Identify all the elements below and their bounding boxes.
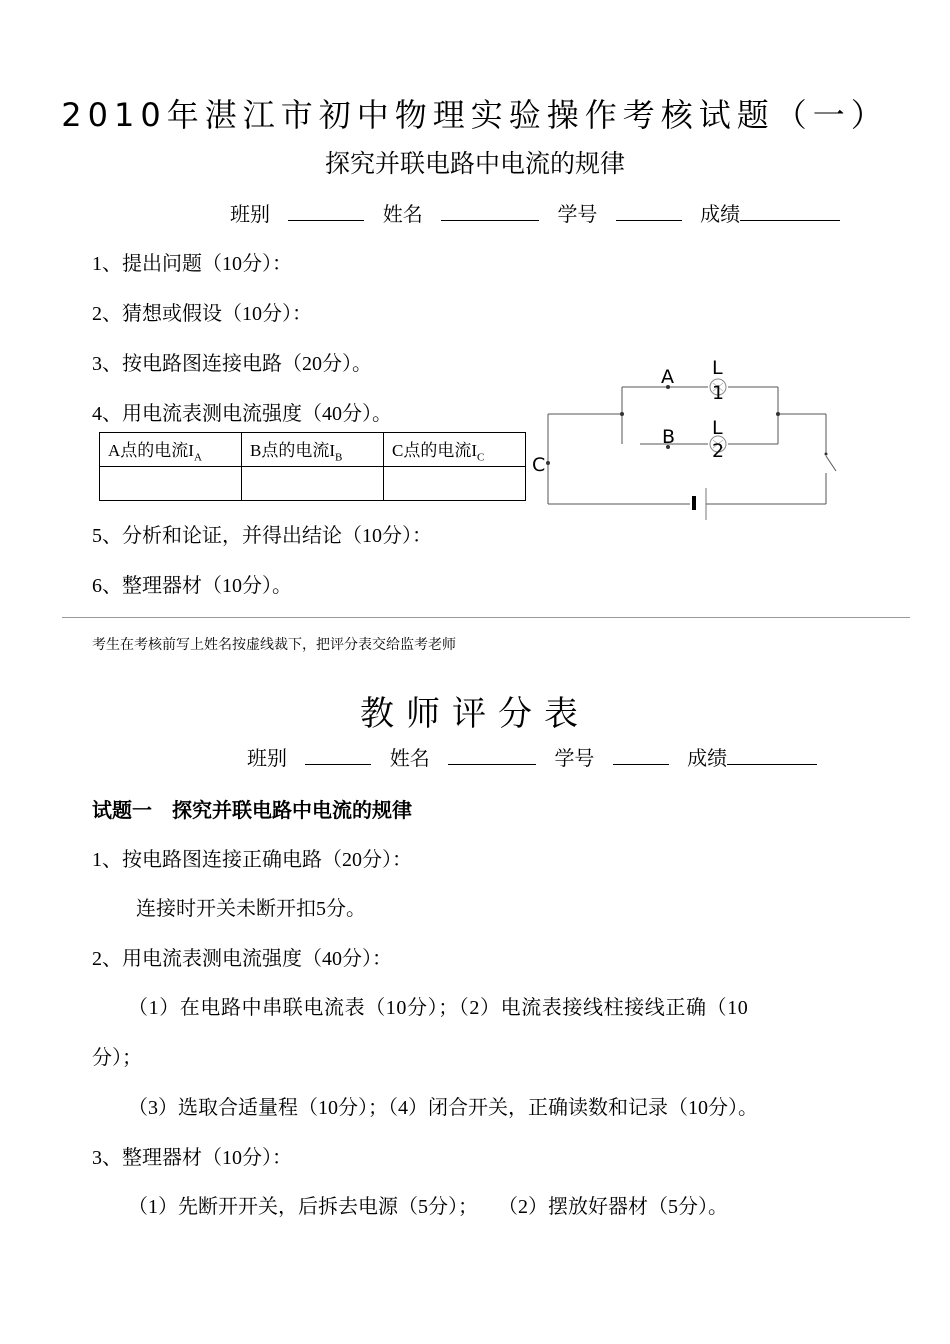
rubric-name-blank[interactable] [448, 744, 536, 765]
value-cell-a[interactable] [100, 467, 242, 501]
circuit-diagram [520, 350, 850, 530]
score-blank[interactable] [740, 200, 840, 221]
header-cell-c: C点的电流$I_C$ [384, 433, 526, 467]
measurement-table [99, 432, 526, 501]
label-c: C [532, 454, 546, 476]
rubric-number-label: 学号 [554, 746, 595, 770]
rubric-title: 教师评分表 [360, 694, 590, 734]
score-label: 成绩 [700, 202, 741, 226]
rubric-score-label: 成绩 [687, 746, 728, 770]
class-blank[interactable] [288, 200, 364, 221]
header-cell-b: B点的电流$I_B$ [242, 433, 384, 467]
rubric-name-label: 姓名 [389, 746, 430, 770]
header-cell-a: A点的电流$I_A$ [100, 433, 242, 467]
question-3: 3、按电路图连接电路（20分）。 [92, 353, 372, 375]
label-l1-bottom: 1 [712, 382, 725, 404]
number-label: 学号 [557, 202, 598, 226]
label-l1-top: L [712, 357, 723, 379]
rubric-info-row [247, 742, 817, 771]
rubric-class-blank[interactable] [305, 744, 371, 765]
label-l2-bottom: 2 [712, 440, 725, 462]
rubric-line-6: （3）选取合适量程（10分）；（4）闭合开关，正确读数和记录（10分）。 [128, 1097, 758, 1119]
rubric-class-label: 班别 [247, 746, 287, 770]
name-label: 姓名 [382, 202, 423, 226]
question-2: 2、猜想或假设（10分）： [92, 303, 312, 325]
question-1: 1、提出问题（10分）： [92, 253, 292, 275]
table-header-row [100, 433, 526, 467]
point-c-dot [546, 461, 550, 465]
question-4: 4、用电流表测电流强度（40分）。 [92, 403, 392, 425]
rubric-number-blank[interactable] [613, 744, 669, 765]
label-a: A [661, 366, 674, 388]
rubric-line-5: 分）； [92, 1047, 142, 1069]
rubric-line-4: （1）在电路中串联电流表（10分）；（2）电流表接线柱接线正确（10 [128, 997, 749, 1019]
value-cell-b[interactable] [242, 467, 384, 501]
rubric-line-7: 3、整理器材（10分）： [92, 1147, 292, 1169]
cut-note: 考生在考核前写上姓名按虚线裁下，把评分表交给监考老师 [92, 638, 456, 653]
table-row [100, 467, 526, 501]
value-cell-c[interactable] [384, 467, 526, 501]
switch-icon [826, 456, 836, 471]
class-label: 班别 [230, 202, 270, 226]
exam-info-row [230, 198, 840, 227]
junction-left-dot [620, 412, 624, 416]
exam-title: 2010年湛江市初中物理实验操作考核试题（一） [61, 96, 889, 134]
question-5: 5、分析和论证，并得出结论（10分）： [92, 525, 432, 547]
question-6: 6、整理器材（10分）。 [92, 575, 292, 597]
exam-subtitle: 探究并联电路中电流的规律 [324, 149, 625, 178]
rubric-score-blank[interactable] [727, 744, 817, 765]
rubric-heading: 试题一 探究并联电路中电流的规律 [92, 798, 412, 822]
number-blank[interactable] [616, 200, 682, 221]
junction-right-dot [776, 412, 780, 416]
rubric-line-8: （1）先断开开关，后拆去电源（5分）； （2）摆放好器材（5分）。 [128, 1196, 728, 1218]
rubric-line-2: 连接时开关未断开扣5分。 [136, 898, 366, 920]
name-blank[interactable] [441, 200, 539, 221]
rubric-line-1: 1、按电路图连接正确电路（20分）： [92, 849, 412, 871]
label-l2-top: L [712, 417, 723, 439]
rubric-line-3: 2、用电流表测电流强度（40分）： [92, 948, 392, 970]
switch-contact-dot [825, 453, 828, 456]
label-b: B [662, 426, 676, 448]
cut-line [62, 617, 910, 618]
